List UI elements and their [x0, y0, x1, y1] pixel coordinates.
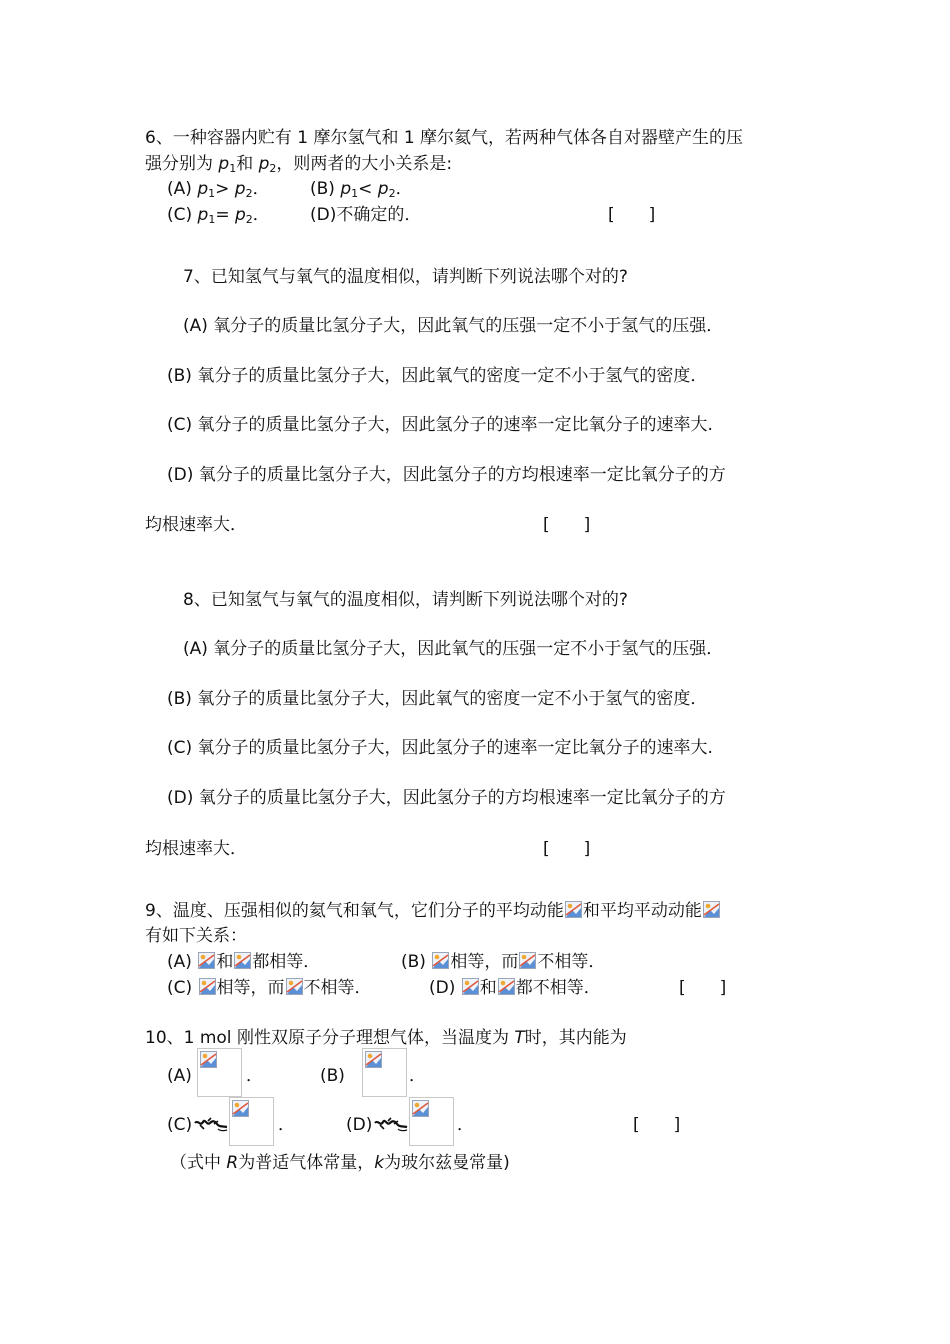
q6-c-p: p [197, 205, 209, 225]
q8-option-d-line2: 均根速率大． [145, 839, 247, 859]
q6-option-a-label: (A) [167, 179, 198, 199]
q6-p2-sub: 2 [269, 162, 277, 175]
q10-note-c: 为玻尔兹曼常量) [384, 1153, 510, 1173]
q10-option-c-label: (C) [167, 1115, 193, 1135]
q10-option-c-period: ． [278, 1115, 295, 1135]
q10-option-b-period: ． [409, 1066, 426, 1086]
q10-note-b: 为普适气体常量， [238, 1153, 375, 1173]
broken-image-icon [462, 978, 479, 995]
q6-a-sub1: 1 [208, 187, 216, 200]
q9-option-a [167, 951, 320, 973]
q10-stem-b: 时，其内能为 [524, 1028, 627, 1048]
q9-c-mid: 相等，而 [216, 978, 285, 998]
q7-stem: 7、已知氢气与氧气的温度相似，请判断下列说法哪个对的? [183, 267, 628, 287]
q6-answer-bracket[interactable]: [ ] [608, 205, 656, 225]
q9-c-label: (C) [167, 978, 198, 998]
q10-option-d-image [409, 1097, 454, 1146]
q7-option-c: (C) 氧分子的质量比氢分子大，因此氢分子的速率一定比氧分子的速率大. [167, 415, 713, 435]
q6-stem-line2 [145, 153, 452, 175]
q10-option-a-label: (A) [167, 1066, 192, 1086]
broken-image-icon [519, 952, 536, 969]
q9-a-end: 都相等． [252, 952, 321, 972]
q8-option-b: (B) 氧分子的质量比氢分子大，因此氧气的密度一定不小于氢气的密度． [167, 689, 708, 709]
q9-option-b [401, 951, 605, 973]
broken-image-icon [703, 901, 720, 918]
q10-option-c-image [229, 1097, 274, 1146]
q6-b-period: ． [395, 179, 413, 199]
q8-stem: 8、已知氢气与氧气的温度相似，请判断下列说法哪个对的? [183, 590, 628, 610]
q9-answer-bracket[interactable]: [ ] [679, 978, 727, 998]
q6-p2-symbol: p [258, 154, 270, 174]
q6-option-b [310, 178, 413, 200]
q10-stem-a: 10、1 mol 刚性双原子分子理想气体，当温度为 [145, 1028, 515, 1048]
q6-option-c [167, 204, 270, 226]
q6-a-sub2: 2 [245, 187, 253, 200]
q7-option-a: (A) 氧分子的质量比氢分子大，因此氧气的压强一定不小于氢气的压强． [183, 316, 724, 336]
q10-answer-bracket[interactable]: [ ] [633, 1115, 681, 1135]
q8-option-c: (C) 氧分子的质量比氢分子大，因此氢分子的速率一定比氧分子的速率大. [167, 738, 713, 758]
q10-k-symbol: k [374, 1153, 385, 1173]
q6-b-p: p [340, 179, 352, 199]
q9-d-mid: 和 [479, 978, 497, 998]
q7-answer-bracket[interactable]: [ ] [543, 515, 591, 535]
broken-image-icon [432, 952, 449, 969]
broken-image-icon [234, 952, 251, 969]
q9-d-end: 都不相等． [515, 978, 601, 998]
q6-p1-symbol: p [218, 154, 230, 174]
q10-option-b-image [362, 1048, 407, 1097]
q6-b-sub1: 1 [351, 187, 359, 200]
ink-squiggle-icon [374, 1115, 408, 1133]
broken-image-icon [200, 1051, 217, 1068]
q10-option-d-label: (D) [346, 1115, 373, 1135]
q6-option-b-label: (B) [310, 179, 341, 199]
q6-c-period: ． [252, 205, 270, 225]
q6-p1-sub: 1 [229, 162, 237, 175]
q9-b-label: (B) [401, 952, 432, 972]
q10-option-a-period: ． [246, 1066, 263, 1086]
q6-b-rel: < [358, 179, 378, 199]
q6-option-d: (D)不确定的． [310, 205, 422, 225]
q8-option-d-line1: (D) 氧分子的质量比氢分子大，因此氢分子的方均根速率一定比氧分子的方 [167, 788, 726, 808]
q10-option-a-image [197, 1048, 242, 1097]
q8-option-a: (A) 氧分子的质量比氢分子大，因此氧气的压强一定不小于氢气的压强． [183, 639, 724, 659]
q9-stem1-b: 和平均平动动能 [582, 901, 702, 921]
q6-a-period: ． [252, 179, 270, 199]
q10-stem [145, 1027, 627, 1049]
q6-stem-line1: 6、一种容器内贮有 1 摩尔氢气和 1 摩尔氦气，若两种气体各自对器壁产生的压 [145, 128, 744, 148]
q9-d-label: (D) [429, 978, 461, 998]
q10-t-symbol: T [514, 1028, 525, 1048]
broken-image-icon [412, 1100, 429, 1117]
q9-option-d [429, 977, 601, 999]
q9-stem1-a: 9、温度、压强相似的氦气和氧气，它们分子的平均动能 [145, 901, 564, 921]
q6-option-c-label: (C) [167, 205, 198, 225]
q7-option-d-line1: (D) 氧分子的质量比氢分子大，因此氢分子的方均根速率一定比氧分子的方 [167, 465, 726, 485]
broken-image-icon [198, 952, 215, 969]
q6-c-rel: = [215, 205, 235, 225]
q6-c-sub2: 2 [245, 213, 253, 226]
q9-option-c [167, 977, 372, 999]
q6-a-p: p [197, 179, 209, 199]
q6-option-a [167, 178, 270, 200]
q6-and: 和 [236, 154, 259, 174]
q9-b-end: 不相等． [537, 952, 606, 972]
q10-note [170, 1152, 510, 1174]
broken-image-icon [365, 1051, 382, 1068]
q7-option-b: (B) 氧分子的质量比氢分子大，因此氧气的密度一定不小于氢气的密度． [167, 366, 708, 386]
broken-image-icon [565, 901, 582, 918]
q10-option-d-period: ． [457, 1115, 474, 1135]
q10-option-b-label: (B) [320, 1066, 345, 1086]
q9-stem-line2: 有如下关系： [145, 926, 247, 946]
q6-c-sub1: 1 [208, 213, 216, 226]
q6-stem2-a: 强分别为 [145, 154, 219, 174]
broken-image-icon [286, 978, 303, 995]
q10-note-a: （式中 [170, 1153, 227, 1173]
q9-c-end: 不相等． [303, 978, 372, 998]
broken-image-icon [498, 978, 515, 995]
q7-option-d-line2: 均根速率大． [145, 515, 247, 535]
broken-image-icon [199, 978, 216, 995]
broken-image-icon [232, 1100, 249, 1117]
q6-stem2-b: ，则两者的大小关系是: [276, 154, 453, 174]
q6-c-p2: p [235, 205, 246, 225]
q6-a-p2: p [234, 179, 246, 199]
q10-r-symbol: R [226, 1153, 239, 1173]
q6-b-sub2: 2 [388, 187, 396, 200]
q9-a-mid: 和 [216, 952, 234, 972]
q9-b-mid: 相等，而 [450, 952, 519, 972]
q8-answer-bracket[interactable]: [ ] [543, 839, 591, 859]
q6-a-rel: > [215, 179, 235, 199]
q6-b-p2: p [377, 179, 389, 199]
ink-squiggle-icon [194, 1115, 228, 1133]
q9-a-label: (A) [167, 952, 198, 972]
q9-stem-line1 [145, 900, 721, 922]
